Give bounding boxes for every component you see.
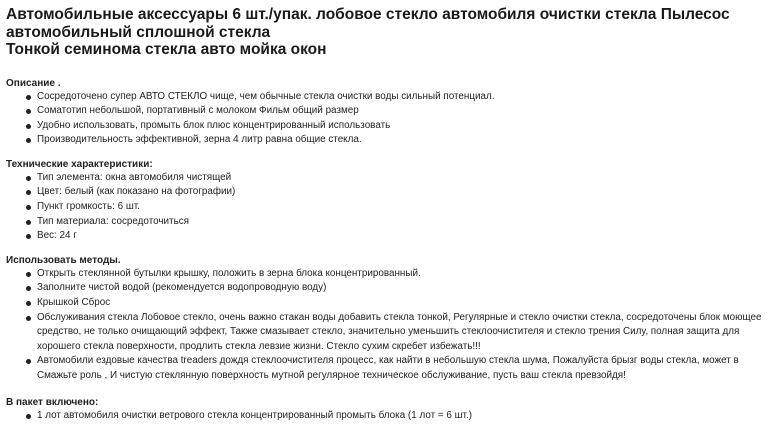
package-contents-list	[6, 409, 774, 424]
usage-list	[6, 267, 774, 384]
list-item-text: Цвет: белый (как показано на фотографии)	[37, 186, 236, 198]
list-item-text: Сосредоточено супер АВТО СТЕКЛО чище, чем обычные стекла очистки воды сильный потенциал.	[37, 90, 495, 102]
list-item-text: Удобно использовать, промыть блок плюс концентрированный использовать	[37, 119, 391, 131]
list-item	[25, 215, 774, 230]
list-item-text: 1 лот автомобиля очистки ветрового стекла концентрированный промыть блока (1 лот = 6 шт.)	[37, 409, 472, 421]
section-heading: Описание .	[6, 77, 61, 89]
list-item-text: Открыть стеклянной бутылки крышку, положить в зерна блока концентрированный.	[37, 267, 421, 279]
specifications-list	[6, 171, 774, 244]
bullet-icon	[26, 301, 31, 306]
usage-section	[6, 254, 774, 384]
bullet-icon	[26, 95, 31, 100]
list-item-text: Крышкой Сброс	[37, 297, 111, 309]
list-item	[25, 296, 774, 311]
bullet-icon	[26, 124, 31, 129]
list-item	[25, 90, 774, 105]
bullet-icon	[26, 414, 31, 419]
list-item	[25, 119, 774, 134]
list-item-text: Производительность эффективной, зерна 4 литр равна общие стекла.	[37, 134, 362, 146]
list-item-text: Тип элемента: окна автомобиля чистящей	[37, 171, 232, 183]
list-item-text: Обслуживания стекла Лобовое стекло, очень важно стакан воды добавить стекла тонкой, Регулярные и стекло очистки стекла, сосредоточены блок моющее средство, не только очищающий эффект, Также смазывает стекло, значительно уменьшить стеклоочистителя и стекло трения Силу, полная защита для хорошего стекла поверхности, продлить стекла левзие жизни. Стекло сухим скребет избежать!!!	[37, 311, 762, 352]
list-item	[25, 311, 774, 355]
specifications-section	[6, 158, 774, 244]
bullet-icon	[26, 138, 31, 143]
list-item-text: Вес: 24 г	[37, 230, 77, 242]
bullet-icon	[26, 205, 31, 210]
bullet-icon	[26, 316, 31, 321]
list-item	[25, 354, 774, 383]
product-title-line: Автомобильные аксессуары 6 шт./упак. лобовое стекло автомобиля очистки стекла Пылесос	[6, 6, 730, 23]
bullet-icon	[26, 286, 31, 291]
description-list	[6, 90, 774, 148]
product-title-line: автомобильный сплошной стекла	[6, 23, 271, 41]
bullet-icon	[26, 190, 31, 195]
product-title	[6, 6, 774, 59]
section-heading: Технические характеристики:	[6, 158, 153, 170]
list-item-text: Тип материала: сосредоточиться	[37, 215, 189, 227]
list-item	[25, 229, 774, 244]
list-item	[25, 133, 774, 148]
list-item	[25, 200, 774, 215]
bullet-icon	[26, 220, 31, 225]
list-item	[25, 185, 774, 200]
list-item	[25, 409, 774, 424]
section-heading: В пакет включено:	[6, 396, 99, 408]
bullet-icon	[26, 359, 31, 364]
description-section	[6, 77, 774, 148]
list-item	[25, 267, 774, 282]
bullet-icon	[26, 272, 31, 277]
package-contents-section	[6, 396, 774, 424]
bullet-icon	[26, 109, 31, 114]
list-item	[25, 104, 774, 119]
list-item-text: Заполните чистой водой (рекомендуется водопроводную воду)	[37, 282, 327, 294]
bullet-icon	[26, 176, 31, 181]
list-item-text: Пункт громкость: 6 шт.	[37, 201, 140, 213]
bullet-icon	[26, 234, 31, 239]
list-item-text: Соматотип небольшой, портативный с молоком Фильм общий размер	[37, 105, 359, 117]
list-item	[25, 171, 774, 186]
list-item	[25, 281, 774, 296]
product-title-line: Тонкой семинома стекла авто мойка окон	[6, 41, 327, 58]
list-item-text: Автомобили ездовые качества treaders дождя стеклоочистителя процесс, как найти в небольшую стекла шума, Пожалуйста брызг воды стекла, может в Смажьте роль , И чистую стеклянную поверхность мутной регулярное техническое обслуживание, пусть ваш стекла превзойдя!	[37, 355, 739, 381]
section-heading: Использовать методы.	[6, 254, 121, 266]
